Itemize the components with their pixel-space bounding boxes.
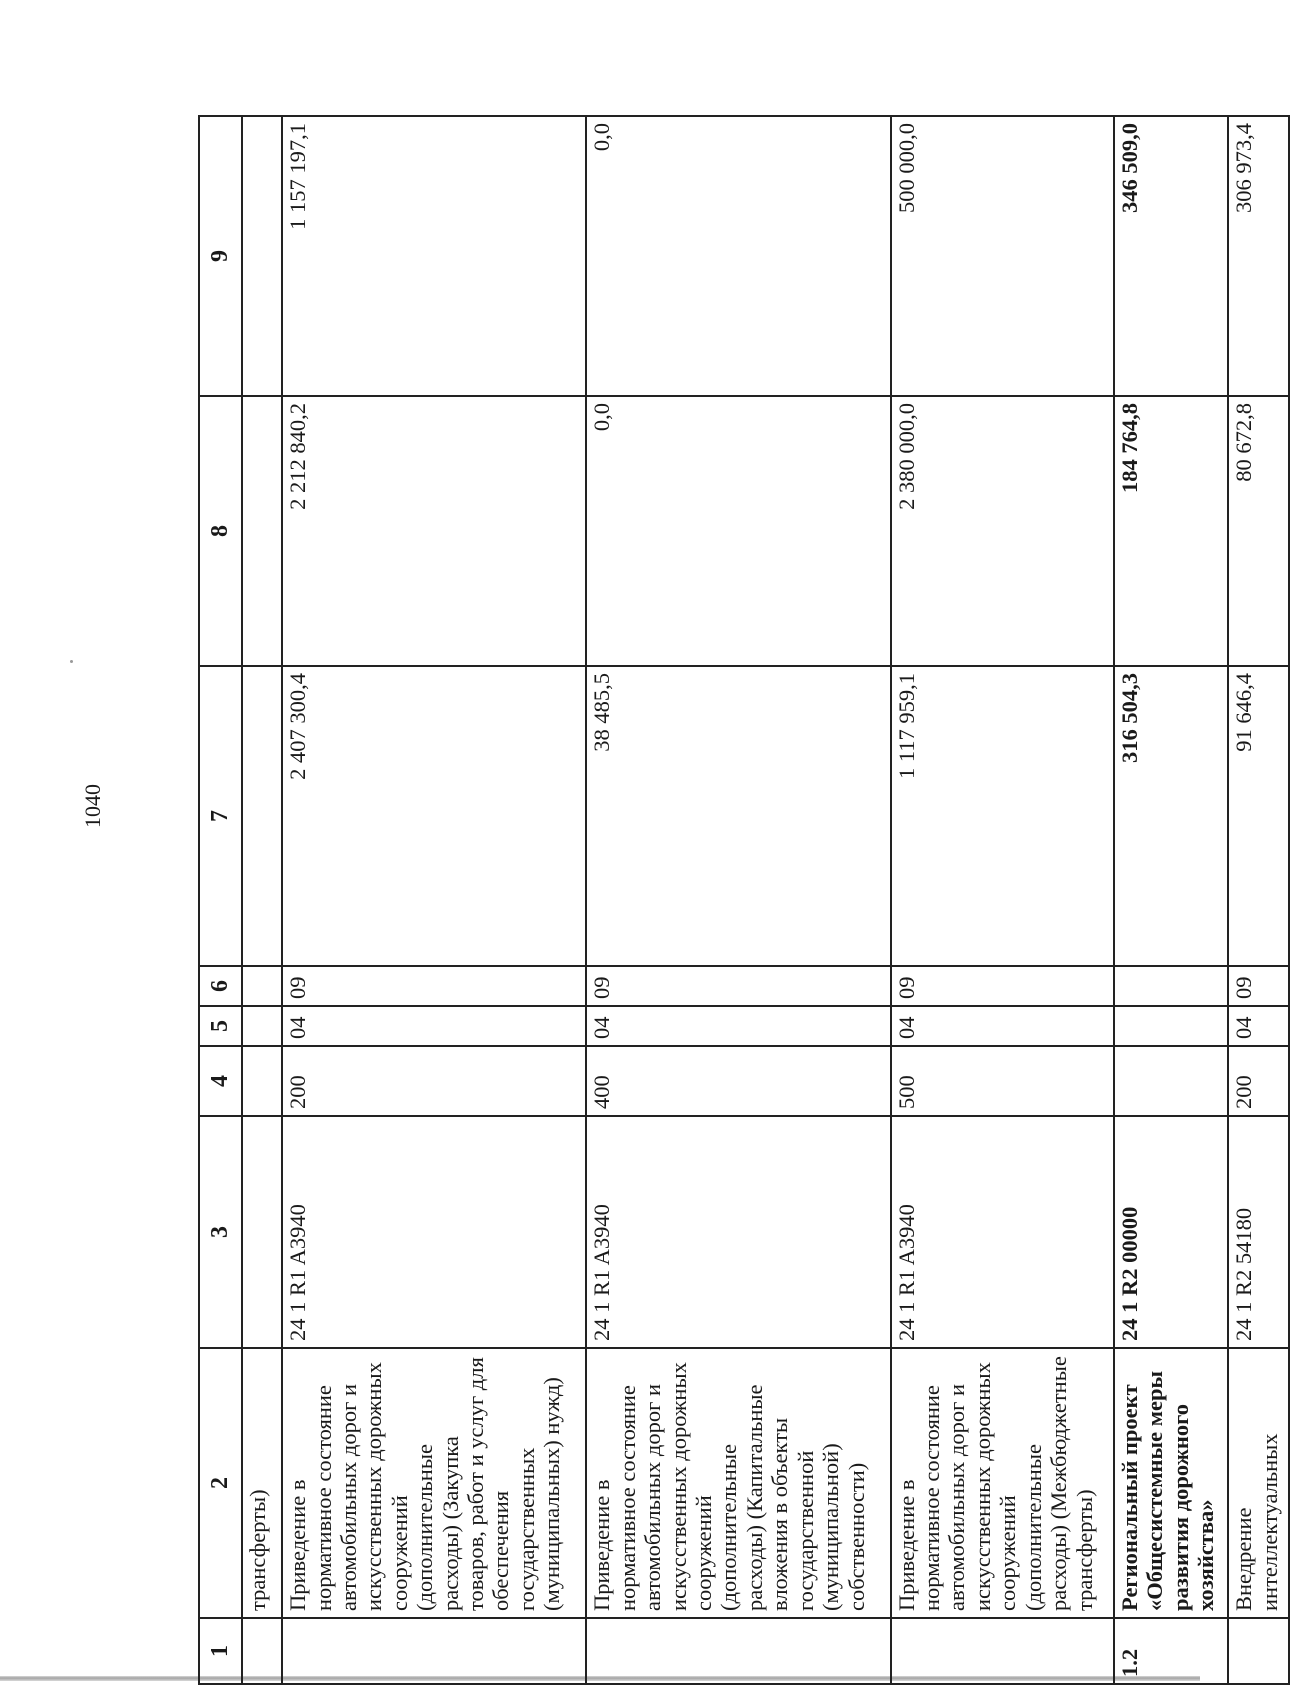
rotated-page-content <box>198 117 1290 1685</box>
cell: 04 <box>282 1006 586 1046</box>
header-cell: 3 <box>199 1116 242 1348</box>
amount-cell: 1 157 197,1 <box>282 116 586 396</box>
table-row <box>1228 116 1289 1684</box>
cell: 04 <box>586 1006 890 1046</box>
amount-cell <box>242 396 282 666</box>
header-cell: 9 <box>199 116 242 396</box>
cell <box>242 1006 282 1046</box>
amount-cell: 0,0 <box>586 116 890 396</box>
code-cell: 24 1 R1 A3940 <box>891 1116 1114 1348</box>
row-number-cell <box>282 1618 586 1684</box>
code-cell: 24 1 R2 54180 <box>1228 1116 1289 1348</box>
header-cell: 2 <box>199 1348 242 1618</box>
description-cell: Приведение в нормативное состояние автомобильных дорог и искусственных дорожных сооружений (дополнительные расходы) (Капитальные вложения в объекты государственной (муниципальной) собственности) <box>586 1348 890 1618</box>
cell <box>1114 1006 1229 1046</box>
cell <box>242 1046 282 1116</box>
amount-cell: 500 000,0 <box>891 116 1114 396</box>
amount-cell <box>242 116 282 396</box>
row-number-cell <box>891 1618 1114 1684</box>
row-number-cell: 1.2 <box>1114 1618 1229 1684</box>
budget-table <box>198 115 1290 1685</box>
amount-cell: 184 764,8 <box>1114 396 1229 666</box>
amount-cell: 306 973,4 <box>1228 116 1289 396</box>
cell: 09 <box>1228 966 1289 1006</box>
cell: 09 <box>891 966 1114 1006</box>
scan-speck <box>70 660 73 663</box>
amount-cell: 0,0 <box>586 396 890 666</box>
table-row <box>586 116 890 1684</box>
table-row <box>282 116 586 1684</box>
description-cell: трансферты) <box>242 1348 282 1618</box>
table-row <box>242 116 282 1684</box>
table-row <box>891 116 1114 1684</box>
amount-cell: 38 485,5 <box>586 666 890 966</box>
amount-cell: 2 407 300,4 <box>282 666 586 966</box>
description-cell: Приведение в нормативное состояние автомобильных дорог и искусственных дорожных сооружений (дополнительные расходы) (Закупка товаров, работ и услуг для обеспечения государственных (муниципальных) нужд) <box>282 1348 586 1618</box>
amount-cell <box>242 666 282 966</box>
cell <box>1114 966 1229 1006</box>
amount-cell: 80 672,8 <box>1228 396 1289 666</box>
amount-cell: 91 646,4 <box>1228 666 1289 966</box>
amount-cell: 346 509,0 <box>1114 116 1229 396</box>
amount-cell: 2 380 000,0 <box>891 396 1114 666</box>
amount-cell: 1 117 959,1 <box>891 666 1114 966</box>
row-number-cell <box>242 1618 282 1684</box>
row-number-cell <box>1228 1618 1289 1684</box>
description-cell: Приведение в нормативное состояние автомобильных дорог и искусственных дорожных сооружений (дополнительные расходы) (Межбюджетные трансферты) <box>891 1348 1114 1618</box>
header-cell: 1 <box>199 1618 242 1684</box>
description-cell: Внедрение интеллектуальных <box>1228 1348 1289 1618</box>
code-cell <box>242 1116 282 1348</box>
amount-cell: 316 504,3 <box>1114 666 1229 966</box>
header-cell: 4 <box>199 1046 242 1116</box>
cell: 200 <box>1228 1046 1289 1116</box>
header-cell: 7 <box>199 666 242 966</box>
cell <box>1114 1046 1229 1116</box>
header-cell: 5 <box>199 1006 242 1046</box>
page-number: 1040 <box>80 784 105 828</box>
header-cell: 6 <box>199 966 242 1006</box>
header-cell: 8 <box>199 396 242 666</box>
cell: 04 <box>1228 1006 1289 1046</box>
cell: 09 <box>586 966 890 1006</box>
cell: 04 <box>891 1006 1114 1046</box>
cell: 500 <box>891 1046 1114 1116</box>
cell: 09 <box>282 966 586 1006</box>
code-cell: 24 1 R1 A3940 <box>586 1116 890 1348</box>
table-row-project <box>1114 116 1229 1684</box>
cell: 400 <box>586 1046 890 1116</box>
row-number-cell <box>586 1618 890 1684</box>
code-cell: 24 1 R1 A3940 <box>282 1116 586 1348</box>
description-cell: Региональный проект «Общесистемные меры развития дорожного хозяйства» <box>1114 1348 1229 1618</box>
amount-cell: 2 212 840,2 <box>282 396 586 666</box>
cell <box>242 966 282 1006</box>
cell: 200 <box>282 1046 586 1116</box>
code-cell: 24 1 R2 00000 <box>1114 1116 1229 1348</box>
header-row <box>199 116 242 1684</box>
